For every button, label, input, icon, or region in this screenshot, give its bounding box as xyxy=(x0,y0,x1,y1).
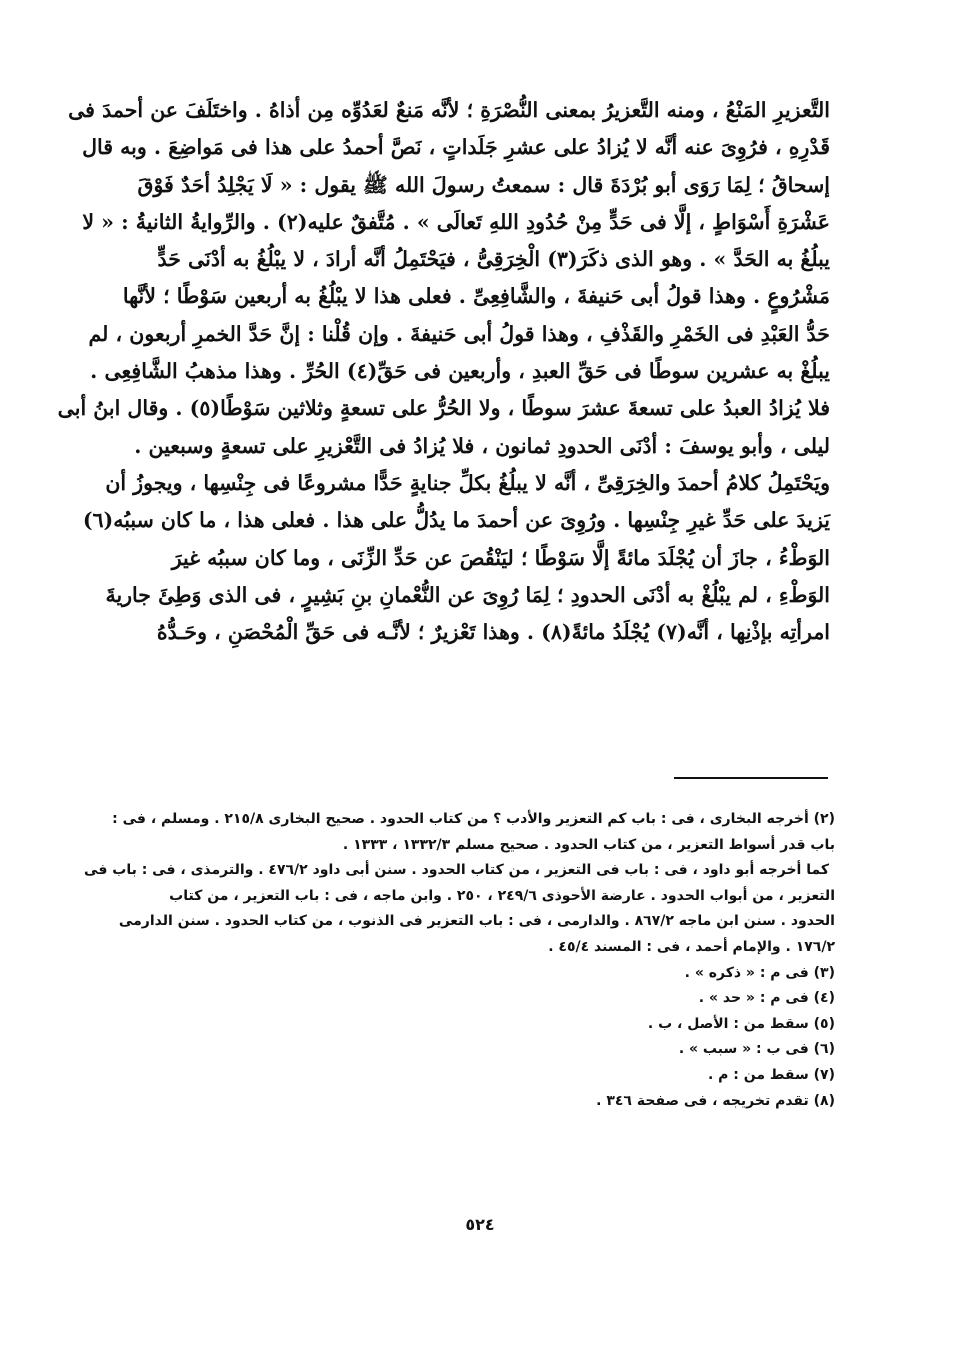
body-line: عَشْرَةِ أَسْوَاطٍ ، إلَّا فى حَدٍّ مِنْ حُدُودِ اللهِ تَعالَى » . مُتَّفقٌ عليه(٢) . والرِّوايةُ الثانيةُ : « لا xyxy=(82,209,830,234)
body-line: ويَحْتَمِلُ كلامُ أحمدَ والخِرَقِىِّ ، أنَّه لا يبلُغُ بكلِّ جنايةٍ حَدًّا مشروعًا فى جِنْسِها ، ويجوزُ أن xyxy=(105,470,830,495)
body-line: الوَطْءِ ، لم يبْلُغْ به أدْنَى الحدودِ ؛ لِمَا رُوِىَ عن النُّعْمانِ بنِ بَشِيرٍ ، فى الذى وَطِئَ جاريةَ xyxy=(105,582,830,607)
page-number: ٥٢٤ xyxy=(465,1215,495,1234)
footnote-line: (٤) فى م : « حد » . xyxy=(698,990,835,1007)
body-line: الوَطْءُ ، جازَ أن يُجْلَدَ مائةً إلَّا سَوْطًا ؛ ليَنْقُصَ عن حَدِّ الزِّنَى ، وما كان سببُه غيرَ xyxy=(171,545,830,570)
body-line: ليلى ، وأبو يوسفَ : أدْنَى الحدودِ ثمانون ، فلا يُزادُ فى التَّعْزيرِ على تسعةٍ وسبعين . xyxy=(134,433,830,458)
body-line: فلا يُزادُ العبدُ على تسعةَ عشرَ سوطًا ، ولا الحُرُّ على تسعةٍ وثلاثين سَوْطًا(٥) . وقال ابنُ أبى xyxy=(57,396,830,421)
body-line: مَشْرُوعٍ . وهذا قولُ أبى حَنيفةَ ، والشَّافِعِىِّ . فعلى هذا لا يبْلُغُ به أربعين سَوْطًا ؛ لأنَّها xyxy=(122,284,830,309)
footnote-line: (٦) فى ب : « سبب » . xyxy=(678,1041,835,1058)
footnote-line: (٨) تقدم تخريجه ، فى صفحة ٣٤٦ . xyxy=(596,1092,835,1109)
main-body-text xyxy=(57,92,830,651)
footnote-line: (٢) أخرجه البخارى ، فى : باب كم التعزير والأدب ؟ من كتاب الحدود . صحيح البخارى ٢١٥/٨ . ومسلم ، فى : xyxy=(112,811,835,827)
body-line: التَّعزيرِ المَنْعُ ، ومنه التَّعزيرُ بمعنى النُّصْرَةِ ؛ لأنَّه مَنعٌ لعَدُوِّه مِن أذاهُ . واختَلَفَ عن أحمدَ فى xyxy=(68,98,830,122)
footnotes xyxy=(84,807,835,1114)
footnote-line: باب قدر أسواط التعزير ، من كتاب الحدود . صحيح مسلم ١٣٣٢/٣ ، ١٣٣٣ . xyxy=(342,836,835,853)
body-line: يَزيدَ على حَدِّ غيرِ جِنْسِها . ورُوِىَ عن أحمدَ ما يدُلُّ على هذا . فعلى هذا ، ما كان سببُه(٦) xyxy=(82,508,830,533)
footnote-line: التعزير ، من أبواب الحدود . عارضة الأحوذى ٢٤٩/٦ ، ٢٥٠ . وابن ماجه ، فى : باب التعزير ، من كتاب xyxy=(169,887,835,904)
body-line: يبلُغُ به الحَدَّ » . وهو الذى ذكَرَ(٣) الْخِرَقِىُّ ، فيَحْتَمِلُ أنَّه أرادَ ، لا يبْلُغُ به أدْنَى حَدٍّ xyxy=(157,247,830,272)
body-line: قَدْرِهِ ، فرُوِىَ عنه أنَّه لا يُزادُ على عشرِ جَلَداتٍ ، نَصَّ أحمدُ على هذا فى مَواضِعَ . وبه قال xyxy=(82,135,830,160)
footnote-line: (٧) سقط من : م . xyxy=(707,1066,835,1083)
footnote-line: (٥) سقط من : الأصل ، ب . xyxy=(647,1015,835,1032)
footnote-line: الحدود . سنن ابن ماجه ٨٦٧/٢ . والدارمى ، فى : باب التعزير فى الذنوب ، من كتاب الحدود . سنن الدارمى xyxy=(118,913,835,930)
footnote-line: (٣) فى م : « ذكره » . xyxy=(684,964,835,981)
footnote-line: ١٧٦/٢ . والإمام أحمد ، فى : المسند ٤٥/٤ . xyxy=(548,938,835,955)
footnote-line: كما أخرجه أبو داود ، فى : باب فى التعزير ، من كتاب الحدود . سنن أبى داود ٤٧٦/٢ . والترمذى ، فى : باب فى xyxy=(84,862,829,879)
body-line: يبلُغْ به عشرين سوطًا فى حَقِّ العبدِ ، وأربعين فى حَقِّ(٤) الحُرِّ . وهذا مذهبُ الشَّافِعِى . xyxy=(90,359,830,384)
body-line: امرأتِه بإذْنِها ، أنَّه(٧) يُجْلَدُ مائةً(٨) . وهذا تَعْزيرٌ ؛ لأنَّـه فى حَقِّ الْمُحْصَنِ ، وحَـدُّهُ xyxy=(156,620,830,645)
body-line: إسحاقُ ؛ لِمَا رَوَى أبو بُرْدَةَ قال : سمعتُ رسولَ الله ﷺ يقول : « لَا يَجْلِدُ أحَدٌ فَوْقَ xyxy=(137,172,830,197)
footnote-separator xyxy=(674,777,828,779)
body-line: حَدُّ العَبْدِ فى الخَمْرِ والقَذْفِ ، وهذا قولُ أبى حَنيفةَ . وإن قُلْنا : إنَّ حَدَّ الخمرِ أربعون ، لم xyxy=(88,321,830,346)
